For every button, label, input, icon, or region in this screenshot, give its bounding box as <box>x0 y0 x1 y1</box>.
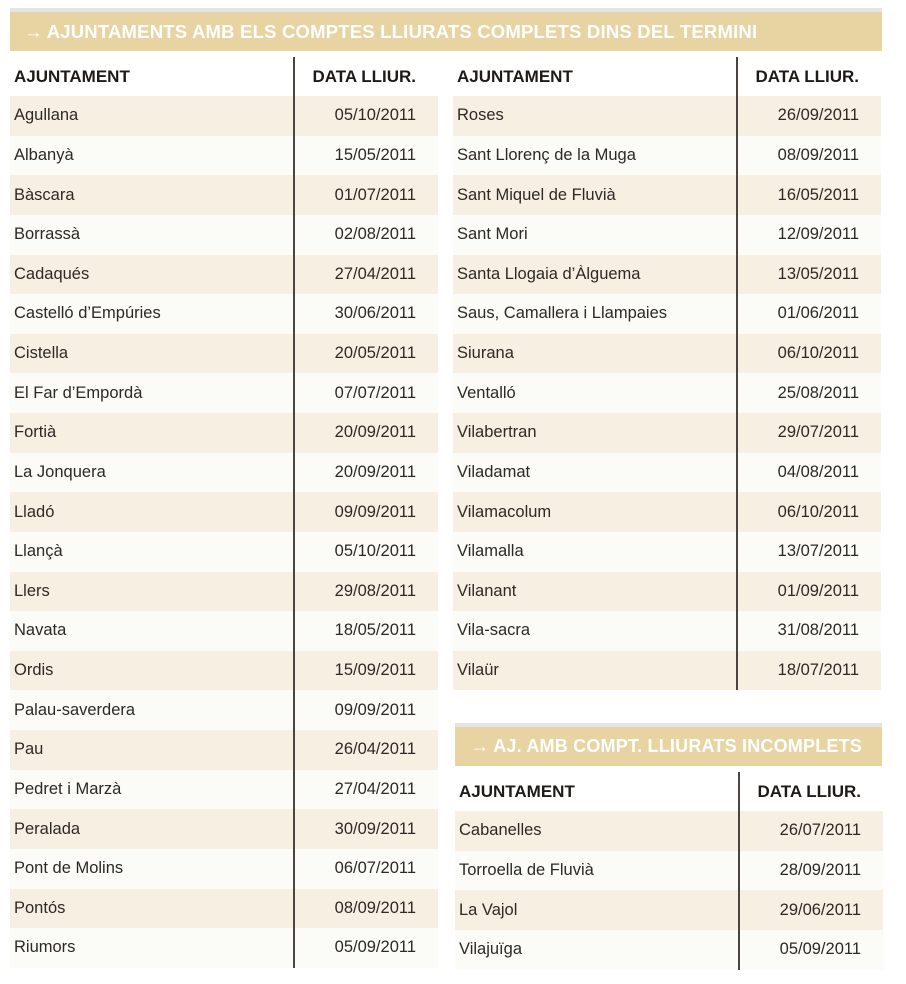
cell-ajuntament: Viladamat <box>457 462 531 481</box>
column-divider <box>293 57 295 968</box>
cell-ajuntament: Sant Llorenç de la Muga <box>457 145 636 164</box>
cell-data-lliurament: 08/09/2011 <box>334 898 416 917</box>
cell-ajuntament: Sant Mori <box>457 225 528 244</box>
table-row <box>10 572 438 612</box>
cell-data-lliurament: 29/08/2011 <box>334 581 416 600</box>
column-divider <box>738 772 740 970</box>
cell-data-lliurament: 16/05/2011 <box>777 185 859 204</box>
cell-ajuntament: Llançà <box>14 542 63 561</box>
table-row <box>453 453 881 493</box>
table-row <box>455 930 883 970</box>
table-row <box>453 294 881 334</box>
cell-ajuntament: Cistella <box>14 344 69 363</box>
table-row <box>453 136 881 176</box>
cell-data-lliurament: 02/08/2011 <box>334 225 416 244</box>
incomplete-banner-title: AJ. AMB COMPT. LLIURATS INCOMPLETS <box>493 736 862 756</box>
table-row <box>10 532 438 572</box>
cell-ajuntament: Roses <box>457 106 504 125</box>
cell-ajuntament: Sant Miquel de Fluvià <box>457 185 616 204</box>
cell-data-lliurament: 27/04/2011 <box>334 264 416 283</box>
header-ajuntament: AJUNTAMENT <box>459 781 575 801</box>
cell-data-lliurament: 13/05/2011 <box>777 264 859 283</box>
cell-ajuntament: Vila-sacra <box>457 621 531 640</box>
cell-data-lliurament: 01/09/2011 <box>777 581 859 600</box>
cell-ajuntament: Siurana <box>457 344 514 363</box>
cell-ajuntament: Vilaür <box>457 661 499 680</box>
table-complete-right <box>453 57 881 690</box>
cell-ajuntament: Albanyà <box>14 145 74 164</box>
cell-data-lliurament: 06/10/2011 <box>777 502 859 521</box>
cell-data-lliurament: 09/09/2011 <box>334 502 416 521</box>
arrow-right-icon: → <box>24 20 43 42</box>
table-complete-left <box>10 57 438 968</box>
table-row <box>455 811 883 851</box>
table-row <box>453 175 881 215</box>
table-row <box>453 532 881 572</box>
column-divider <box>736 57 738 690</box>
table-row <box>10 928 438 968</box>
cell-ajuntament: La Jonquera <box>14 462 106 481</box>
cell-ajuntament: Vilabertran <box>457 423 537 442</box>
cell-ajuntament: Navata <box>14 621 67 640</box>
cell-ajuntament: Lladó <box>14 502 55 521</box>
cell-ajuntament: Bàscara <box>14 185 75 204</box>
main-banner <box>10 8 882 51</box>
cell-ajuntament: Pau <box>14 740 44 759</box>
cell-ajuntament: Castelló d’Empúries <box>14 304 161 323</box>
cell-data-lliurament: 18/05/2011 <box>334 621 416 640</box>
cell-data-lliurament: 28/09/2011 <box>779 861 861 880</box>
cell-ajuntament: Palau-saverdera <box>14 700 136 719</box>
cell-ajuntament: Saus, Camallera i Llampaies <box>457 304 668 323</box>
cell-data-lliurament: 20/09/2011 <box>334 423 416 442</box>
cell-data-lliurament: 06/07/2011 <box>334 859 416 878</box>
cell-ajuntament: El Far d’Empordà <box>14 383 143 402</box>
table-row <box>10 215 438 255</box>
main-banner-title: AJUNTAMENTS AMB ELS COMPTES LLIURATS COMPLETS DINS DEL TERMINI <box>46 20 758 42</box>
header-data-lliur: DATA LLIUR. <box>755 66 859 86</box>
table-row <box>10 690 438 730</box>
cell-data-lliurament: 05/10/2011 <box>334 106 416 125</box>
cell-ajuntament: Cabanelles <box>459 821 542 840</box>
table-incomplete <box>455 772 883 970</box>
cell-ajuntament: Cadaqués <box>14 264 90 283</box>
header-data-lliur: DATA LLIUR. <box>757 781 861 801</box>
table-row <box>10 255 438 295</box>
cell-ajuntament: Fortià <box>14 423 57 442</box>
header-ajuntament: AJUNTAMENT <box>457 66 573 86</box>
cell-ajuntament: Llers <box>14 581 50 600</box>
cell-data-lliurament: 30/06/2011 <box>334 304 416 323</box>
cell-ajuntament: Vilamacolum <box>457 502 552 521</box>
cell-data-lliurament: 29/06/2011 <box>779 900 861 919</box>
incomplete-banner <box>455 723 882 766</box>
cell-data-lliurament: 06/10/2011 <box>777 344 859 363</box>
cell-data-lliurament: 04/08/2011 <box>777 462 859 481</box>
cell-data-lliurament: 18/07/2011 <box>777 661 859 680</box>
cell-ajuntament: Ventalló <box>457 383 516 402</box>
table-row <box>453 215 881 255</box>
table-row <box>10 413 438 453</box>
cell-data-lliurament: 31/08/2011 <box>777 621 859 640</box>
cell-ajuntament: Pedret i Marzà <box>14 779 122 798</box>
table-row <box>10 809 438 849</box>
table-row <box>453 492 881 532</box>
table-row <box>10 96 438 136</box>
cell-ajuntament: Riumors <box>14 938 76 957</box>
cell-ajuntament: Vilajuïga <box>459 940 522 959</box>
table-row <box>453 651 881 691</box>
table-row <box>10 175 438 215</box>
table-row <box>10 492 438 532</box>
cell-ajuntament: Peralada <box>14 819 81 838</box>
cell-ajuntament: Ordis <box>14 661 54 680</box>
cell-ajuntament: La Vajol <box>459 900 518 919</box>
table-row <box>453 334 881 374</box>
cell-data-lliurament: 26/09/2011 <box>777 106 859 125</box>
table-header <box>455 772 883 811</box>
header-ajuntament: AJUNTAMENT <box>14 66 130 86</box>
table-row <box>10 373 438 413</box>
cell-ajuntament: Borrassà <box>14 225 81 244</box>
table-row <box>455 851 883 891</box>
cell-data-lliurament: 01/07/2011 <box>334 185 416 204</box>
table-row <box>10 294 438 334</box>
table-row <box>10 889 438 929</box>
cell-data-lliurament: 01/06/2011 <box>777 304 859 323</box>
cell-data-lliurament: 09/09/2011 <box>334 700 416 719</box>
cell-data-lliurament: 27/04/2011 <box>334 779 416 798</box>
cell-ajuntament: Pont de Molins <box>14 859 124 878</box>
cell-data-lliurament: 15/05/2011 <box>334 145 416 164</box>
cell-ajuntament: Vilanant <box>457 581 517 600</box>
table-row <box>453 572 881 612</box>
cell-data-lliurament: 26/04/2011 <box>334 740 416 759</box>
cell-ajuntament: Agullana <box>14 106 79 125</box>
table-row <box>10 136 438 176</box>
table-row <box>10 849 438 889</box>
header-data-lliur: DATA LLIUR. <box>312 66 416 86</box>
table-row <box>10 334 438 374</box>
cell-data-lliurament: 15/09/2011 <box>334 661 416 680</box>
arrow-right-icon: → <box>471 736 490 756</box>
table-row <box>10 453 438 493</box>
table-header <box>453 57 881 96</box>
cell-data-lliurament: 05/10/2011 <box>334 542 416 561</box>
cell-data-lliurament: 20/05/2011 <box>334 344 416 363</box>
table-header <box>10 57 438 96</box>
cell-data-lliurament: 13/07/2011 <box>777 542 859 561</box>
cell-ajuntament: Pontós <box>14 898 66 917</box>
table-row <box>10 611 438 651</box>
cell-data-lliurament: 29/07/2011 <box>777 423 859 442</box>
table-row <box>10 770 438 810</box>
cell-data-lliurament: 05/09/2011 <box>334 938 416 957</box>
table-row <box>453 255 881 295</box>
cell-data-lliurament: 26/07/2011 <box>779 821 861 840</box>
cell-data-lliurament: 08/09/2011 <box>777 145 859 164</box>
table-row <box>10 730 438 770</box>
cell-data-lliurament: 20/09/2011 <box>334 462 416 481</box>
cell-data-lliurament: 30/09/2011 <box>334 819 416 838</box>
cell-ajuntament: Vilamalla <box>457 542 524 561</box>
cell-data-lliurament: 07/07/2011 <box>334 383 416 402</box>
cell-ajuntament: Torroella de Fluvià <box>459 861 594 880</box>
table-row <box>455 890 883 930</box>
table-row <box>453 373 881 413</box>
table-row <box>10 651 438 691</box>
cell-data-lliurament: 05/09/2011 <box>779 940 861 959</box>
cell-ajuntament: Santa Llogaia d’Àlguema <box>457 264 641 283</box>
table-row <box>453 413 881 453</box>
cell-data-lliurament: 25/08/2011 <box>777 383 859 402</box>
table-row <box>453 96 881 136</box>
table-row <box>453 611 881 651</box>
cell-data-lliurament: 12/09/2011 <box>777 225 859 244</box>
